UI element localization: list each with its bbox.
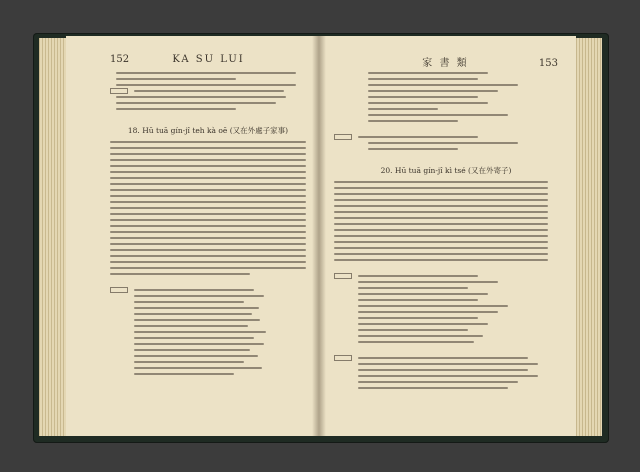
text-line-placeholder xyxy=(134,325,248,327)
right-page-number: 153 xyxy=(538,58,558,69)
illegible-text-line xyxy=(110,112,306,122)
bracket-label xyxy=(334,134,352,140)
text-line-placeholder xyxy=(358,287,468,289)
illegible-text-line xyxy=(334,124,558,134)
text-line-placeholder xyxy=(358,381,518,383)
left-text-block-bottom xyxy=(110,139,306,377)
right-section-heading: 20. Hū tuā gín-jî kì tsé (又在外寄子) xyxy=(380,166,512,175)
text-line-placeholder xyxy=(358,275,478,277)
text-line-placeholder xyxy=(334,223,548,225)
left-page xyxy=(66,36,318,436)
text-line-placeholder xyxy=(358,387,508,389)
right-text-block-bottom xyxy=(334,179,558,391)
text-line-placeholder xyxy=(134,319,260,321)
text-line-placeholder xyxy=(358,293,488,295)
text-line-placeholder xyxy=(110,153,306,155)
left-page-number: 152 xyxy=(110,54,130,65)
text-line-placeholder xyxy=(134,343,264,345)
text-line-placeholder xyxy=(134,349,250,351)
text-line-placeholder xyxy=(358,323,488,325)
text-line-placeholder xyxy=(134,307,259,309)
text-line-placeholder xyxy=(334,247,548,249)
text-line-placeholder xyxy=(116,102,276,104)
text-line-placeholder xyxy=(134,373,234,375)
text-line-placeholder xyxy=(110,219,306,221)
text-line-placeholder xyxy=(116,96,286,98)
right-page xyxy=(318,36,576,436)
text-line-placeholder xyxy=(368,108,438,110)
text-line-placeholder xyxy=(334,205,548,207)
text-line-placeholder xyxy=(110,273,250,275)
text-line-placeholder xyxy=(334,253,548,255)
bracket-label xyxy=(110,287,128,293)
illegible-text-line xyxy=(334,385,558,391)
text-line-placeholder xyxy=(358,136,478,138)
text-line-placeholder xyxy=(368,114,508,116)
text-line-placeholder xyxy=(110,177,306,179)
text-line-placeholder xyxy=(358,369,528,371)
right-text-block-top xyxy=(334,70,558,162)
left-page-header xyxy=(110,54,306,70)
text-line-placeholder xyxy=(110,183,306,185)
text-line-placeholder xyxy=(110,261,306,263)
text-line-placeholder xyxy=(334,235,548,237)
text-line-placeholder xyxy=(110,189,306,191)
text-line-placeholder xyxy=(358,299,478,301)
illegible-text-line xyxy=(334,263,558,273)
text-line-placeholder xyxy=(110,141,306,143)
text-line-placeholder xyxy=(134,367,262,369)
text-line-placeholder xyxy=(334,211,548,213)
text-line-placeholder xyxy=(110,267,306,269)
text-line-placeholder xyxy=(334,259,548,261)
text-line-placeholder xyxy=(368,84,518,86)
page-edges-right xyxy=(574,38,602,436)
text-line-placeholder xyxy=(334,187,548,189)
text-line-placeholder xyxy=(368,148,458,150)
text-line-placeholder xyxy=(358,317,478,319)
text-line-placeholder xyxy=(110,255,306,257)
illegible-text-line xyxy=(110,371,306,377)
text-line-placeholder xyxy=(358,375,538,377)
text-line-placeholder xyxy=(334,199,548,201)
text-line-placeholder xyxy=(334,193,548,195)
text-line-placeholder xyxy=(358,357,528,359)
text-line-placeholder xyxy=(368,96,478,98)
text-line-placeholder xyxy=(368,78,478,80)
text-line-placeholder xyxy=(334,217,548,219)
bracket-label xyxy=(110,88,128,94)
text-line-placeholder xyxy=(134,301,244,303)
text-line-placeholder xyxy=(110,207,306,209)
left-text-block-top xyxy=(110,70,306,122)
text-line-placeholder xyxy=(116,78,236,80)
text-line-placeholder xyxy=(116,108,236,110)
text-line-placeholder xyxy=(358,335,483,337)
text-line-placeholder xyxy=(116,72,296,74)
text-line-placeholder xyxy=(110,225,306,227)
text-line-placeholder xyxy=(368,90,498,92)
illegible-text-line xyxy=(334,345,558,355)
text-line-placeholder xyxy=(358,341,474,343)
text-line-placeholder xyxy=(368,120,458,122)
text-line-placeholder xyxy=(110,231,306,233)
text-line-placeholder xyxy=(368,72,488,74)
text-line-placeholder xyxy=(110,249,306,251)
text-line-placeholder xyxy=(334,229,548,231)
right-page-header xyxy=(334,54,558,70)
text-line-placeholder xyxy=(110,165,306,167)
text-line-placeholder xyxy=(110,195,306,197)
text-line-placeholder xyxy=(134,90,284,92)
text-line-placeholder xyxy=(358,363,538,365)
text-line-placeholder xyxy=(358,311,498,313)
bracket-label xyxy=(334,355,352,361)
text-line-placeholder xyxy=(134,337,254,339)
text-line-placeholder xyxy=(134,289,254,291)
text-line-placeholder xyxy=(334,181,548,183)
text-line-placeholder xyxy=(358,329,468,331)
text-line-placeholder xyxy=(110,201,306,203)
bracket-label xyxy=(334,273,352,279)
book-gutter xyxy=(312,36,326,436)
left-section-heading: 18. Hū tuā gín-jî teh kà oē (又在外處子家事) xyxy=(127,126,289,135)
illegible-text-line xyxy=(110,277,306,287)
text-line-placeholder xyxy=(116,84,296,86)
text-line-placeholder xyxy=(110,159,306,161)
text-line-placeholder xyxy=(110,147,306,149)
text-line-placeholder xyxy=(134,331,266,333)
left-running-head: KA SU LUI xyxy=(172,54,245,65)
text-line-placeholder xyxy=(358,281,498,283)
text-line-placeholder xyxy=(110,213,306,215)
text-line-placeholder xyxy=(134,313,252,315)
illegible-text-line xyxy=(334,152,558,162)
text-line-placeholder xyxy=(134,295,264,297)
text-line-placeholder xyxy=(110,243,306,245)
page-edges-left xyxy=(39,38,69,436)
text-line-placeholder xyxy=(358,305,508,307)
text-line-placeholder xyxy=(368,102,488,104)
text-line-placeholder xyxy=(368,142,518,144)
text-line-placeholder xyxy=(134,361,244,363)
text-line-placeholder xyxy=(134,355,258,357)
text-line-placeholder xyxy=(110,171,306,173)
text-line-placeholder xyxy=(110,237,306,239)
text-line-placeholder xyxy=(334,241,548,243)
right-running-head: 家 書 類 xyxy=(422,58,469,69)
